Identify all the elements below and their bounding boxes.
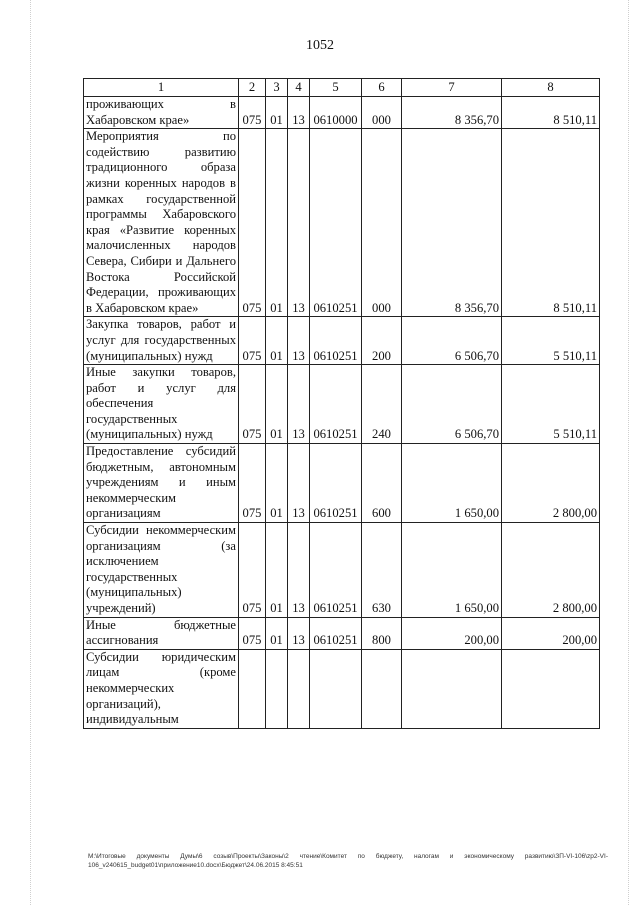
row-name: Субсидии юридическим лицам (кроме некоммерческих организаций), индивидуальным (84, 649, 239, 728)
header-col-4: 4 (288, 79, 310, 97)
row-expense-type: 800 (362, 617, 402, 649)
row-amount-year2: 8 510,11 (502, 129, 600, 317)
row-subsection-code: 13 (288, 617, 310, 649)
header-col-2: 2 (239, 79, 266, 97)
row-amount-year1 (402, 649, 502, 728)
row-target-code: 0610000 (310, 97, 362, 129)
row-expense-type: 000 (362, 129, 402, 317)
row-amount-year1: 8 356,70 (402, 129, 502, 317)
row-section-code: 01 (266, 523, 288, 618)
row-subsection-code: 13 (288, 523, 310, 618)
table-row (84, 317, 600, 365)
row-target-code (310, 649, 362, 728)
row-expense-type (362, 649, 402, 728)
row-section-code: 01 (266, 444, 288, 523)
row-amount-year2: 200,00 (502, 617, 600, 649)
row-ministry-code: 075 (239, 317, 266, 365)
right-margin-line (628, 0, 629, 905)
row-name: Иные закупки товаров, работ и услуг для обеспечения государственных (муниципальных) нужд (84, 365, 239, 444)
header-col-6: 6 (362, 79, 402, 97)
table-row (84, 129, 600, 317)
row-amount-year2: 2 800,00 (502, 523, 600, 618)
footer-file-path: M:\Итоговые документы Думы\6 созыв\Проекты\Законы\2 чтение\Комитет по бюджету, налогам и экономическому развитию\ЗП-VI-106\zp2-VI-106_v240615_budget01\приложение10.docx\Бюджет\24.06.2015 8:45:51 (88, 853, 608, 869)
row-section-code: 01 (266, 129, 288, 317)
row-target-code: 0610251 (310, 444, 362, 523)
row-target-code: 0610251 (310, 317, 362, 365)
row-name: Предоставление субсидий бюджетным, автономным учреждениям и иным некоммерческим организациям (84, 444, 239, 523)
row-subsection-code (288, 649, 310, 728)
table-row (84, 444, 600, 523)
table-row (84, 365, 600, 444)
row-target-code: 0610251 (310, 129, 362, 317)
row-expense-type: 200 (362, 317, 402, 365)
row-target-code: 0610251 (310, 617, 362, 649)
row-subsection-code: 13 (288, 97, 310, 129)
row-amount-year1: 200,00 (402, 617, 502, 649)
row-expense-type: 600 (362, 444, 402, 523)
header-col-5: 5 (310, 79, 362, 97)
row-amount-year1: 6 506,70 (402, 317, 502, 365)
row-amount-year1: 1 650,00 (402, 444, 502, 523)
row-section-code (266, 649, 288, 728)
row-target-code: 0610251 (310, 523, 362, 618)
header-col-7: 7 (402, 79, 502, 97)
row-section-code: 01 (266, 97, 288, 129)
header-col-1: 1 (84, 79, 239, 97)
row-expense-type: 240 (362, 365, 402, 444)
row-subsection-code: 13 (288, 444, 310, 523)
row-name: Закупка товаров, работ и услуг для государственных (муниципальных) нужд (84, 317, 239, 365)
table-row (84, 617, 600, 649)
row-amount-year2 (502, 649, 600, 728)
row-ministry-code: 075 (239, 97, 266, 129)
table-row (84, 649, 600, 728)
left-margin-line (30, 0, 31, 905)
row-amount-year1: 6 506,70 (402, 365, 502, 444)
row-name: Субсидии некоммерческим организациям (за исключением государственных (муниципальных) учреждений) (84, 523, 239, 618)
row-target-code: 0610251 (310, 365, 362, 444)
page-number: 1052 (306, 38, 334, 53)
row-amount-year1: 8 356,70 (402, 97, 502, 129)
row-amount-year2: 5 510,11 (502, 365, 600, 444)
row-ministry-code: 075 (239, 129, 266, 317)
row-section-code: 01 (266, 317, 288, 365)
row-amount-year2: 8 510,11 (502, 97, 600, 129)
budget-table (83, 78, 600, 729)
row-ministry-code: 075 (239, 444, 266, 523)
row-name: Мероприятия по содействию развитию традиционного образа жизни коренных народов в рамках государственной программы Хабаровского края «Развитие коренных малочисленных народов Севера, Сибири и Дальнего Востока Российской Федерации, проживающих в Хабаровском крае» (84, 129, 239, 317)
header-col-8: 8 (502, 79, 600, 97)
row-ministry-code: 075 (239, 365, 266, 444)
row-name: Иные бюджетные ассигнования (84, 617, 239, 649)
row-ministry-code (239, 649, 266, 728)
row-subsection-code: 13 (288, 365, 310, 444)
row-section-code: 01 (266, 617, 288, 649)
row-ministry-code: 075 (239, 617, 266, 649)
row-section-code: 01 (266, 365, 288, 444)
header-col-3: 3 (266, 79, 288, 97)
row-subsection-code: 13 (288, 317, 310, 365)
table-header-row (84, 79, 600, 97)
table-row (84, 97, 600, 129)
row-amount-year1: 1 650,00 (402, 523, 502, 618)
row-expense-type: 000 (362, 97, 402, 129)
row-amount-year2: 2 800,00 (502, 444, 600, 523)
row-amount-year2: 5 510,11 (502, 317, 600, 365)
row-subsection-code: 13 (288, 129, 310, 317)
table-row (84, 523, 600, 618)
row-ministry-code: 075 (239, 523, 266, 618)
row-expense-type: 630 (362, 523, 402, 618)
row-name: проживающих в Хабаровском крае» (84, 97, 239, 129)
